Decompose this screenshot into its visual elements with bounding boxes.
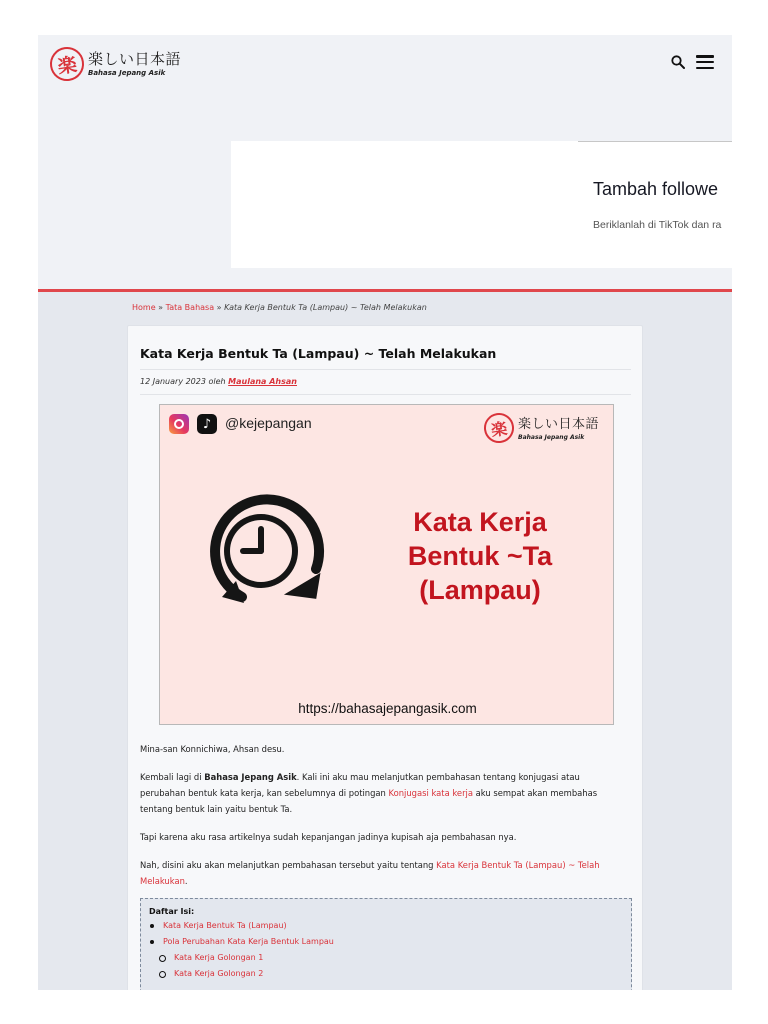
featured-logo: 楽 楽しい日本語 Bahasa Jepang Asik [484,413,599,443]
tiktok-icon: ♪ [197,414,217,434]
logo-title: 楽しい日本語 [88,50,182,68]
instagram-icon [169,414,189,434]
featured-title: Kata Kerja Bentuk ~Ta (Lampau) [407,507,553,605]
paragraph: Mina-san Konnichiwa, Ahsan desu. [140,744,285,754]
breadcrumb-category-link[interactable]: Tata Bahasa [165,303,215,312]
search-icon[interactable] [671,55,685,69]
paragraph: Nah, disini aku akan melanjutkan pembahasan tersebut yaitu tentang Kata Kerja Bentuk Ta (Lampau) ~ Telah Melakukan. [140,860,600,886]
clock-history-icon [196,493,326,613]
social-handle: @kejepangan [225,415,312,431]
hamburger-menu-icon[interactable] [696,55,714,69]
post-title: Kata Kerja Bentuk Ta (Lampau) ~ Telah Melakukan [140,346,497,361]
post-author-link[interactable]: Maulana Ahsan [228,377,297,386]
breadcrumb-current: Kata Kerja Bentuk Ta (Lampau) ~ Telah Melakukan [224,303,427,312]
logo-emblem: 楽 [48,45,86,83]
toc-item[interactable]: Kata Kerja Bentuk Ta (Lampau) [149,918,623,934]
table-of-contents [140,898,632,990]
paragraph: Kembali lagi di Bahasa Jepang Asik. Kali ini aku mau melanjutkan pembahasan tentang konjugasi atau perubahan bentuk kata kerja, kan sebelumnya di potingan Konjugasi kata kerja aku sempat akan membahas tentang bentuk lain yaitu bentuk Ta. [140,772,598,814]
post-date: 12 January 2023 [140,377,206,386]
site-header [38,35,732,291]
toc-title: Daftar Isi: [149,907,195,916]
breadcrumb-home-link[interactable]: Home [132,303,156,312]
advertisement-banner[interactable] [231,141,732,268]
article-title-link[interactable]: Kata Kerja Bentuk Ta (Lampau) ~ Telah Melakukan [140,860,600,886]
logo-emblem: 楽 [482,411,516,445]
logo-subtitle: Bahasa Jepang Asik [88,69,166,77]
toc-item[interactable]: Pola Perubahan Kata Kerja Bentuk Lampau [149,934,623,950]
article-card [127,325,643,990]
konjugasi-link[interactable]: Konjugasi kata kerja [388,788,473,798]
site-logo[interactable] [50,47,181,81]
post-meta: 12 January 2023 oleh Maulana Ahsan [140,377,297,386]
toc-subitem[interactable]: Kata Kerja Golongan 2 [149,966,623,982]
header-divider [38,289,732,292]
ad-title: Tambah followe [593,179,719,199]
featured-image [159,404,614,725]
paragraph: Tapi karena aku rasa artikelnya sudah kepanjangan jadinya kupisah aja pembahasan nya. [140,832,517,842]
breadcrumb: Home » Tata Bahasa » Kata Kerja Bentuk Ta (Lampau) ~ Telah Melakukan [132,303,427,312]
toc-subitem[interactable]: Kata Kerja Golongan 1 [149,950,623,966]
article-body [140,741,620,901]
page-frame [38,35,732,990]
ad-description: Beriklanlah di TikTok dan ra [593,219,722,231]
featured-url: https://bahasajepangasik.com [298,701,477,716]
